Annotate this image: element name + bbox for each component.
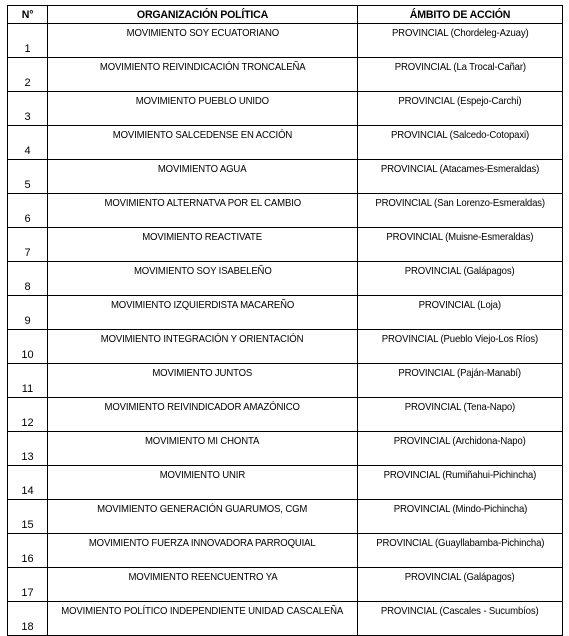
organization-name: MOVIMIENTO POLÍTICO INDEPENDIENTE UNIDAD CASCALEÑA bbox=[61, 606, 344, 617]
organization-name: MOVIMIENTO SOY ECUATORIANO bbox=[126, 28, 279, 39]
row-number: 1 bbox=[8, 24, 48, 58]
table-row bbox=[8, 364, 563, 398]
row-organization bbox=[48, 262, 358, 296]
scope-text: PROVINCIAL (San Lorenzo-Esmeraldas) bbox=[375, 198, 545, 209]
organizations-table-container bbox=[7, 5, 562, 636]
organization-name: MOVIMIENTO JUNTOS bbox=[152, 368, 253, 379]
row-organization bbox=[48, 194, 358, 228]
table-row bbox=[8, 92, 563, 126]
row-organization bbox=[48, 160, 358, 194]
scope-text: PROVINCIAL (Mindo-Pichincha) bbox=[393, 504, 527, 515]
row-scope bbox=[358, 228, 563, 262]
scope-text: PROVINCIAL (Chordeleg-Azuay) bbox=[391, 28, 529, 39]
row-number: 11 bbox=[8, 364, 48, 398]
organization-name: MOVIMIENTO GENERACIÓN GUARUMOS, CGM bbox=[97, 504, 308, 515]
scope-text: PROVINCIAL (Cascales - Sucumbíos) bbox=[381, 606, 539, 617]
row-organization bbox=[48, 92, 358, 126]
organization-name: MOVIMIENTO REENCUENTRO YA bbox=[127, 572, 277, 583]
table-row bbox=[8, 466, 563, 500]
organization-name: MOVIMIENTO UNIR bbox=[159, 470, 246, 481]
row-number: 14 bbox=[8, 466, 48, 500]
row-number: 15 bbox=[8, 500, 48, 534]
organization-name: MOVIMIENTO REIVINDICACIÓN TRONCALEÑA bbox=[99, 62, 306, 73]
table-row bbox=[8, 262, 563, 296]
scope-text: PROVINCIAL (Loja) bbox=[418, 300, 502, 311]
table-row bbox=[8, 534, 563, 568]
row-organization bbox=[48, 568, 358, 602]
row-organization bbox=[48, 58, 358, 92]
organization-name: MOVIMIENTO REIVINDICADOR AMAZÓNICO bbox=[104, 402, 301, 413]
row-organization bbox=[48, 228, 358, 262]
organization-name: MOVIMIENTO ALTERNATVA POR EL CAMBIO bbox=[104, 198, 301, 209]
scope-text: PROVINCIAL (Rumiñahui-Pichincha) bbox=[383, 470, 537, 481]
row-scope bbox=[358, 534, 563, 568]
row-number: 5 bbox=[8, 160, 48, 194]
row-organization bbox=[48, 296, 358, 330]
table-row bbox=[8, 24, 563, 58]
row-scope bbox=[358, 466, 563, 500]
row-number: 3 bbox=[8, 92, 48, 126]
table-row bbox=[8, 398, 563, 432]
scope-text: PROVINCIAL (Atacames-Esmeraldas) bbox=[380, 164, 540, 175]
organization-name: MOVIMIENTO SALCEDENSE EN ACCIÓN bbox=[112, 130, 293, 141]
row-number: 9 bbox=[8, 296, 48, 330]
scope-text: PROVINCIAL (Espejo-Carchi) bbox=[398, 96, 522, 107]
organization-name: MOVIMIENTO PUEBLO UNIDO bbox=[135, 96, 270, 107]
table-row bbox=[8, 58, 563, 92]
header-number: N° bbox=[8, 6, 48, 24]
row-scope bbox=[358, 364, 563, 398]
scope-text: PROVINCIAL (Salcedo-Cotopaxi) bbox=[390, 130, 530, 141]
table-header-row bbox=[8, 6, 563, 24]
row-organization bbox=[48, 398, 358, 432]
table-row bbox=[8, 432, 563, 466]
header-organization: ORGANIZACIÓN POLÍTICA bbox=[48, 6, 358, 24]
table-row bbox=[8, 228, 563, 262]
row-scope bbox=[358, 160, 563, 194]
header-scope: ÁMBITO DE ACCIÓN bbox=[358, 6, 563, 24]
row-number: 12 bbox=[8, 398, 48, 432]
row-organization bbox=[48, 466, 358, 500]
scope-text: PROVINCIAL (Muisne-Esmeraldas) bbox=[386, 232, 534, 243]
organization-name: MOVIMIENTO SOY ISABELEÑO bbox=[133, 266, 272, 277]
row-organization bbox=[48, 24, 358, 58]
table-row bbox=[8, 126, 563, 160]
row-organization bbox=[48, 126, 358, 160]
row-organization bbox=[48, 364, 358, 398]
row-number: 13 bbox=[8, 432, 48, 466]
organization-name: MOVIMIENTO IZQUIERDISTA MACAREÑO bbox=[110, 300, 295, 311]
row-organization bbox=[48, 432, 358, 466]
row-number: 6 bbox=[8, 194, 48, 228]
row-number: 2 bbox=[8, 58, 48, 92]
row-scope bbox=[358, 398, 563, 432]
table-row bbox=[8, 194, 563, 228]
table-row bbox=[8, 568, 563, 602]
organization-name: MOVIMIENTO REACTIVATE bbox=[142, 232, 263, 243]
row-scope bbox=[358, 568, 563, 602]
row-scope bbox=[358, 296, 563, 330]
scope-text: PROVINCIAL (Galápagos) bbox=[405, 266, 515, 277]
row-scope bbox=[358, 602, 563, 636]
scope-text: PROVINCIAL (Paján-Manabí) bbox=[398, 368, 522, 379]
organization-name: MOVIMIENTO FUERZA INNOVADORA PARROQUIAL bbox=[89, 538, 316, 549]
row-number: 8 bbox=[8, 262, 48, 296]
scope-text: PROVINCIAL (La Trocal-Cañar) bbox=[394, 62, 526, 73]
table-row bbox=[8, 330, 563, 364]
row-number: 18 bbox=[8, 602, 48, 636]
scope-text: PROVINCIAL (Galápagos) bbox=[405, 572, 515, 583]
row-organization bbox=[48, 500, 358, 534]
row-scope bbox=[358, 92, 563, 126]
table-row bbox=[8, 160, 563, 194]
scope-text: PROVINCIAL (Tena-Napo) bbox=[404, 402, 516, 413]
row-scope bbox=[358, 24, 563, 58]
row-number: 16 bbox=[8, 534, 48, 568]
organizations-table bbox=[7, 5, 563, 636]
row-scope bbox=[358, 194, 563, 228]
row-organization bbox=[48, 602, 358, 636]
row-number: 7 bbox=[8, 228, 48, 262]
row-number: 10 bbox=[8, 330, 48, 364]
table-row bbox=[8, 500, 563, 534]
scope-text: PROVINCIAL (Pueblo Viejo-Los Ríos) bbox=[381, 334, 539, 345]
row-scope bbox=[358, 330, 563, 364]
organization-name: MOVIMIENTO INTEGRACIÓN Y ORIENTACIÓN bbox=[101, 334, 304, 345]
scope-text: PROVINCIAL (Guayllabamba-Pichincha) bbox=[375, 538, 545, 549]
row-scope bbox=[358, 126, 563, 160]
row-organization bbox=[48, 534, 358, 568]
organization-name: MOVIMIENTO MI CHONTA bbox=[145, 436, 260, 447]
row-number: 4 bbox=[8, 126, 48, 160]
row-organization bbox=[48, 330, 358, 364]
row-scope bbox=[358, 262, 563, 296]
row-number: 17 bbox=[8, 568, 48, 602]
table-body bbox=[8, 24, 563, 636]
row-scope bbox=[358, 432, 563, 466]
table-row bbox=[8, 602, 563, 636]
organization-name: MOVIMIENTO AGUA bbox=[158, 164, 247, 175]
table-row bbox=[8, 296, 563, 330]
scope-text: PROVINCIAL (Archidona-Napo) bbox=[394, 436, 526, 447]
row-scope bbox=[358, 500, 563, 534]
row-scope bbox=[358, 58, 563, 92]
